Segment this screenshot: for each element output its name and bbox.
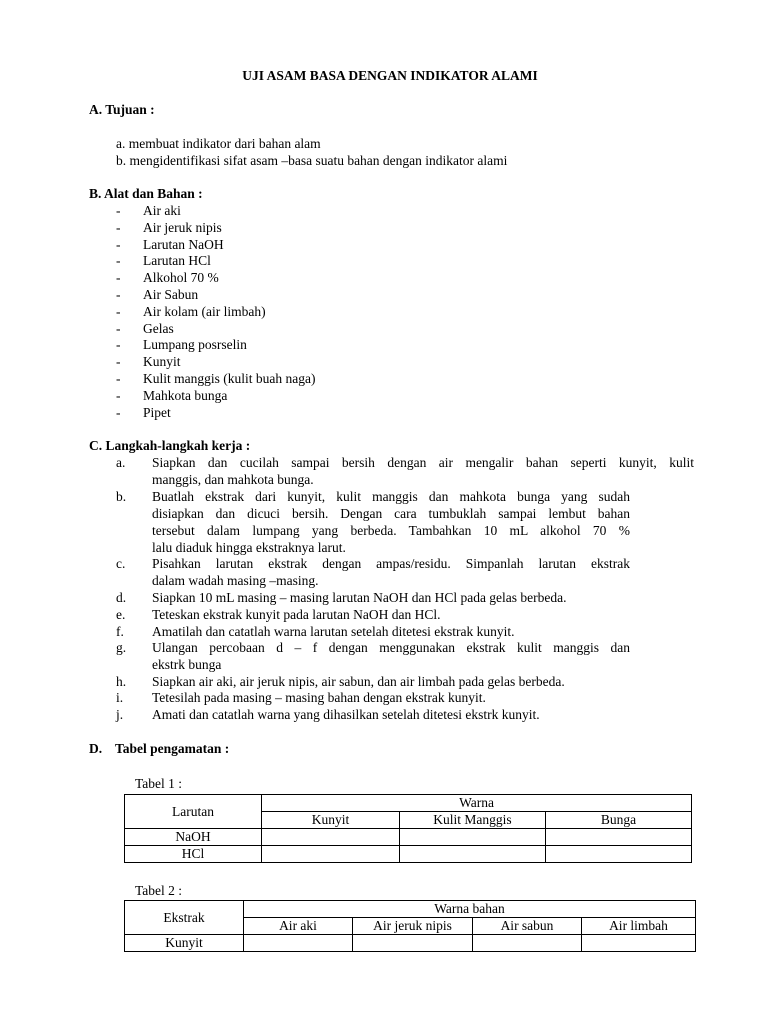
step-line: manggis, dan mahkota bunga. — [152, 472, 314, 487]
list-item — [0, 354, 768, 371]
table1-cell — [400, 846, 546, 863]
table2-cell — [582, 935, 696, 952]
material-label: Larutan HCl — [143, 253, 211, 269]
step-line: ekstrk bunga — [152, 657, 222, 672]
step-line: dalam wadah masing –masing. — [152, 573, 319, 588]
table1-column-header: Bunga — [546, 812, 692, 829]
bullet-dash: - — [116, 236, 121, 252]
step-line: Siapkan air aki, air jeruk nipis, air sabun, dan air limbah pada gelas berbeda. — [152, 674, 565, 689]
material-label: Gelas — [143, 320, 174, 336]
table1-cell — [400, 829, 546, 846]
section-b-heading: B. Alat dan Bahan : — [89, 186, 203, 201]
material-label: Kulit manggis (kulit buah naga) — [143, 371, 316, 386]
material-label: Larutan NaOH — [143, 236, 224, 252]
list-item — [0, 388, 768, 405]
step-line: Siapkan dan cucilah sampai bersih dengan air mengalir bahan seperti kunyit, kulit — [152, 455, 694, 470]
table1-cell — [546, 829, 692, 846]
material-label: Air Sabun — [143, 287, 199, 302]
bullet-dash: - — [116, 404, 121, 420]
step-letter: i. — [116, 690, 124, 705]
bullet-dash: - — [116, 219, 121, 235]
table2-caption: Tabel 2 : — [135, 883, 183, 898]
list-item — [0, 337, 768, 354]
list-item — [0, 371, 768, 388]
step-letter: e. — [116, 607, 126, 622]
table2-group-header: Warna bahan — [244, 901, 696, 918]
objective-item: b. mengidentifikasi sifat asam –basa suatu bahan dengan indikator alami — [116, 153, 508, 168]
table1-row-label: HCl — [125, 846, 262, 863]
step-letter: j. — [116, 707, 124, 722]
step-letter: h. — [116, 674, 127, 689]
step-line: disiapkan dan dicuci bersih. Dengan cara tumbuklah sampai lembut bahan — [152, 506, 630, 521]
bullet-dash: - — [116, 337, 121, 353]
list-item — [0, 220, 768, 237]
table2-cell — [244, 935, 353, 952]
table2-column-header: Air limbah — [582, 918, 696, 935]
material-label: Air kolam (air limbah) — [143, 303, 266, 319]
bullet-dash: - — [116, 203, 121, 218]
list-item — [0, 270, 768, 287]
step-letter: c. — [116, 556, 126, 571]
section-a-heading: A. Tujuan : — [89, 102, 155, 117]
step-line: Ulangan percobaan d – f dengan menggunakan ekstrak kulit manggis dan — [152, 640, 630, 655]
list-item — [0, 237, 768, 254]
section-d-label: D. — [89, 741, 103, 756]
document-title: UJI ASAM BASA DENGAN INDIKATOR ALAMI — [242, 68, 538, 83]
list-item — [0, 203, 768, 220]
bullet-dash: - — [116, 354, 121, 370]
table2-column-header: Air jeruk nipis — [353, 918, 473, 935]
bullet-dash: - — [116, 303, 121, 319]
bullet-dash: - — [116, 387, 121, 403]
list-item — [0, 287, 768, 304]
table2-row-header: Ekstrak — [125, 901, 244, 935]
step-line: Teteskan ekstrak kunyit pada larutan NaOH dan HCl. — [152, 607, 441, 622]
step-letter: f. — [116, 624, 124, 639]
bullet-dash: - — [116, 320, 121, 336]
material-label: Alkohol 70 % — [143, 270, 219, 286]
table1-row-header: Larutan — [125, 795, 262, 829]
step-letter: d. — [116, 590, 127, 605]
step-letter: g. — [116, 640, 127, 655]
table1-column-header: Kunyit — [262, 812, 400, 829]
material-label: Mahkota bunga — [143, 387, 228, 403]
table2-cell — [473, 935, 582, 952]
step-line: Buatlah ekstrak dari kunyit, kulit manggis dan mahkota bunga yang sudah — [152, 489, 630, 504]
bullet-dash: - — [116, 253, 121, 269]
step-letter: a. — [116, 455, 126, 470]
table2-cell — [353, 935, 473, 952]
step-line: Amatilah dan catatlah warna larutan setelah ditetesi ekstrak kunyit. — [152, 624, 515, 639]
table1-cell — [546, 846, 692, 863]
material-label: Air jeruk nipis — [143, 219, 222, 235]
list-item — [0, 253, 768, 270]
section-c-heading: C. Langkah-langkah kerja : — [89, 438, 251, 453]
table1-group-header: Warna — [262, 795, 692, 812]
step-line: lalu diaduk hingga ekstraknya larut. — [152, 540, 346, 555]
bullet-dash: - — [116, 371, 121, 386]
table2-row-label: Kunyit — [125, 935, 244, 952]
table1-row-label: NaOH — [125, 829, 262, 846]
section-d-title: Tabel pengamatan : — [115, 741, 230, 756]
table2-column-header: Air aki — [244, 918, 353, 935]
table-row — [125, 846, 692, 863]
list-item — [0, 304, 768, 321]
table-row — [125, 829, 692, 846]
step-line: Pisahkan larutan ekstrak dengan ampas/residu. Simpanlah larutan ekstrak — [152, 556, 630, 571]
table1-column-header: Kulit Manggis — [400, 812, 546, 829]
table1-cell — [262, 846, 400, 863]
bullet-dash: - — [116, 270, 121, 286]
material-label: Kunyit — [143, 354, 181, 370]
material-label: Lumpang posrselin — [143, 337, 247, 353]
step-line: Siapkan 10 mL masing – masing larutan NaOH dan HCl pada gelas berbeda. — [152, 590, 567, 605]
step-line: Tetesilah pada masing – masing bahan dengan ekstrak kunyit. — [152, 690, 486, 705]
observation-table-1 — [124, 794, 692, 863]
objective-item: a. membuat indikator dari bahan alam — [116, 136, 321, 151]
step-line: tersebut dalam lumpang yang berbeda. Tambahkan 10 mL alkohol 70 % — [152, 523, 630, 538]
table2-column-header: Air sabun — [473, 918, 582, 935]
list-item — [0, 405, 768, 422]
bullet-dash: - — [116, 287, 121, 302]
step-letter: b. — [116, 489, 127, 504]
table1-caption: Tabel 1 : — [135, 776, 183, 791]
table1-cell — [262, 829, 400, 846]
material-label: Pipet — [143, 404, 171, 420]
table-row — [125, 935, 696, 952]
material-label: Air aki — [143, 203, 181, 218]
list-item — [0, 321, 768, 338]
observation-table-2 — [124, 900, 696, 952]
step-line: Amati dan catatlah warna yang dihasilkan setelah ditetesi ekstrk kunyit. — [152, 707, 540, 722]
